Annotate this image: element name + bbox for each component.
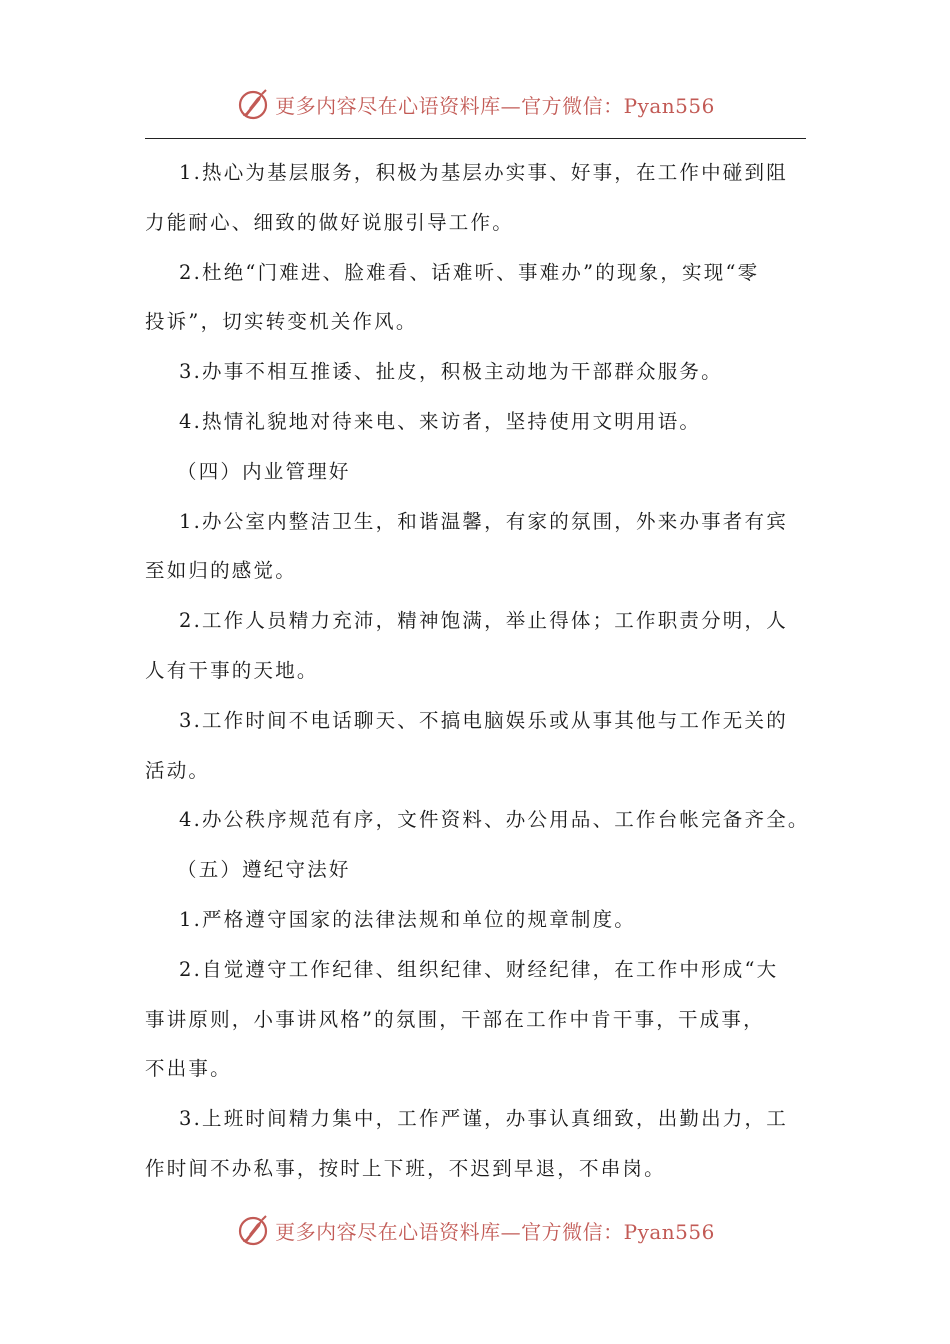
pen-nib-logo-icon — [235, 86, 271, 122]
header-banner — [0, 82, 950, 126]
paragraph-line: 事讲原则，小事讲风格”的氛围，干部在工作中肯干事，干成事， — [145, 1007, 765, 1031]
banner-text: 更多内容尽在心语资料库—官方微信：Pyan556 — [275, 93, 715, 118]
paragraph-line: 投诉”，切实转变机关作风。 — [145, 310, 418, 334]
paragraph-line: 2.自觉遵守工作纪律、组织纪律、财经纪律，在工作中形成“大 — [179, 957, 779, 981]
document-body — [145, 148, 810, 1194]
paragraph-line: 作时间不办私事，按时上下班，不迟到早退，不串岗。 — [145, 1156, 666, 1180]
paragraph-line: 活动。 — [145, 758, 211, 782]
pen-nib-logo-icon — [235, 1212, 271, 1248]
section-heading: （四）内业管理好 — [177, 459, 351, 483]
footer-banner — [0, 1208, 950, 1252]
paragraph-line: 2.杜绝“门难进、脸难看、话难听、事难办”的现象，实现“零 — [179, 260, 760, 284]
paragraph-line: 力能耐心、细致的做好说服引导工作。 — [145, 210, 514, 234]
header-divider — [145, 138, 806, 139]
section-heading: （五）遵纪守法好 — [177, 858, 351, 882]
paragraph-line: 4.办公秩序规范有序，文件资料、办公用品、工作台帐完备齐全。 — [179, 808, 810, 832]
paragraph-line: 1.严格遵守国家的法律法规和单位的规章制度。 — [179, 907, 637, 931]
paragraph-line: 3.上班时间精力集中，工作严谨，办事认真细致，出勤出力，工 — [179, 1107, 788, 1131]
paragraph-line: 1.办公室内整洁卫生，和谐温馨，有家的氛围，外来办事者有宾 — [179, 509, 788, 533]
paragraph-line: 2.工作人员精力充沛，精神饱满，举止得体；工作职责分明，人 — [179, 609, 788, 633]
paragraph-line: 4.热情礼貌地对待来电、来访者，坚持使用文明用语。 — [179, 409, 702, 433]
paragraph-line: 人有干事的天地。 — [145, 658, 319, 682]
paragraph-line: 不出事。 — [145, 1057, 232, 1081]
paragraph-line: 1.热心为基层服务，积极为基层办实事、好事，在工作中碰到阻 — [179, 161, 788, 184]
banner-text: 更多内容尽在心语资料库—官方微信：Pyan556 — [275, 1219, 715, 1244]
paragraph-line: 至如归的感觉。 — [145, 559, 297, 583]
paragraph-line: 3.工作时间不电话聊天、不搞电脑娱乐或从事其他与工作无关的 — [179, 708, 788, 732]
paragraph-line: 3.办事不相互推诿、扯皮，积极主动地为干部群众服务。 — [179, 360, 723, 384]
